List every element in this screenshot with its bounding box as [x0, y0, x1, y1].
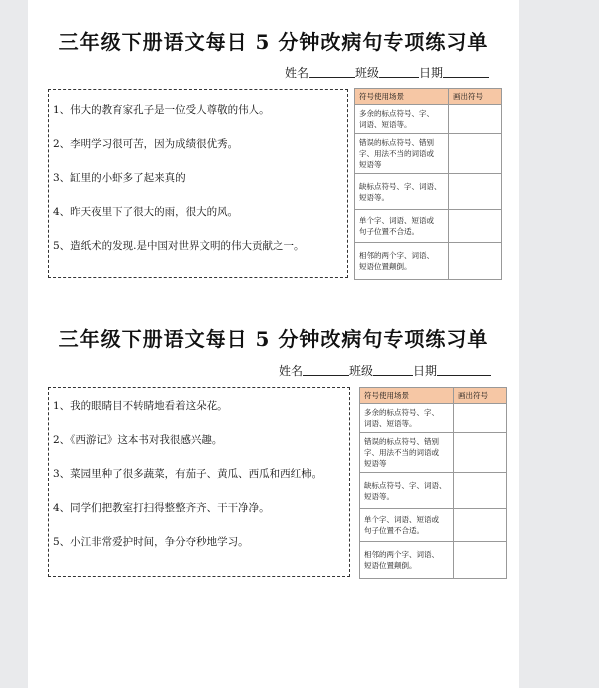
table-header: 画出符号	[454, 388, 507, 404]
symbol-cell[interactable]	[449, 174, 502, 210]
sentence-box	[48, 387, 350, 577]
date-blank[interactable]	[437, 363, 491, 376]
class-label: 班级	[349, 364, 374, 378]
sentence-item: 5、造纸术的发现.是中国对世界文明的伟大贡献之一。	[53, 240, 305, 252]
table-row: 错误的标点符号、错别 字、用法不当的词语或 短语等	[360, 433, 454, 473]
sentence-item: 4、昨天夜里下了很大的雨，很大的风。	[53, 206, 239, 218]
table-row: 多余的标点符号、字、 词语、短语等。	[360, 404, 454, 433]
table-header: 符号使用场景	[360, 388, 454, 404]
symbol-cell[interactable]	[449, 105, 502, 134]
name-label: 姓名	[279, 364, 304, 378]
name-blank[interactable]	[303, 363, 349, 376]
table-row: 单个字、词语、短语或 句子位置不合适。	[355, 210, 449, 243]
name-label: 姓名	[285, 66, 310, 80]
sentence-item: 3、菜园里种了很多蔬菜，有茄子、黄瓜、西瓜和西红柿。	[53, 468, 323, 480]
symbol-cell[interactable]	[454, 473, 507, 509]
date-blank[interactable]	[443, 65, 489, 78]
table-header: 画出符号	[449, 89, 502, 105]
symbol-cell[interactable]	[454, 404, 507, 433]
sentence-box	[48, 89, 348, 278]
symbol-cell[interactable]	[454, 509, 507, 542]
symbol-cell[interactable]	[454, 542, 507, 579]
table-row: 相邻的两个字、词语、 短语位置颠倒。	[355, 243, 449, 280]
table-row: 多余的标点符号、字、 词语、短语等。	[355, 105, 449, 134]
table-row: 单个字、词语、短语或 句子位置不合适。	[360, 509, 454, 542]
worksheet-title: 三年级下册语文每日 5 分钟改病句专项练习单	[58, 30, 489, 54]
worksheet-title: 三年级下册语文每日 5 分钟改病句专项练习单	[58, 327, 489, 351]
sentence-item: 1、我的眼睛目不转睛地看着这朵花。	[53, 400, 228, 412]
name-blank[interactable]	[309, 65, 355, 78]
sentence-item: 2、《西游记》这本书对我很感兴趣。	[53, 434, 223, 446]
symbol-table	[354, 88, 502, 280]
table-row: 错误的标点符号、错别 字、用法不当的词语或 短语等	[355, 134, 449, 174]
student-info-row	[279, 362, 491, 379]
symbol-table	[359, 387, 507, 579]
sentence-item: 1、伟大的教育家孔子是一位受人尊敬的伟人。	[53, 104, 270, 116]
symbol-cell[interactable]	[449, 134, 502, 174]
sentence-item: 5、小江非常爱护时间，争分夺秒地学习。	[53, 536, 249, 548]
sentence-item: 4、同学们把教室打扫得整整齐齐、干干净净。	[53, 502, 270, 514]
class-blank[interactable]	[379, 65, 419, 78]
table-row: 缺标点符号、字、词语、 短语等。	[360, 473, 454, 509]
table-row: 缺标点符号、字、词语、 短语等。	[355, 174, 449, 210]
symbol-cell[interactable]	[449, 243, 502, 280]
class-blank[interactable]	[373, 363, 413, 376]
date-label: 日期	[419, 66, 444, 80]
table-row: 相邻的两个字、词语、 短语位置颠倒。	[360, 542, 454, 579]
student-info-row	[285, 64, 489, 81]
class-label: 班级	[355, 66, 380, 80]
table-header: 符号使用场景	[355, 89, 449, 105]
symbol-cell[interactable]	[454, 433, 507, 473]
worksheet-page	[28, 0, 519, 688]
sentence-item: 2、李明学习很可苦，因为成绩很优秀。	[53, 138, 239, 150]
sentence-item: 3、缸里的小虾多了起来真的	[53, 172, 186, 184]
date-label: 日期	[413, 364, 438, 378]
symbol-cell[interactable]	[449, 210, 502, 243]
